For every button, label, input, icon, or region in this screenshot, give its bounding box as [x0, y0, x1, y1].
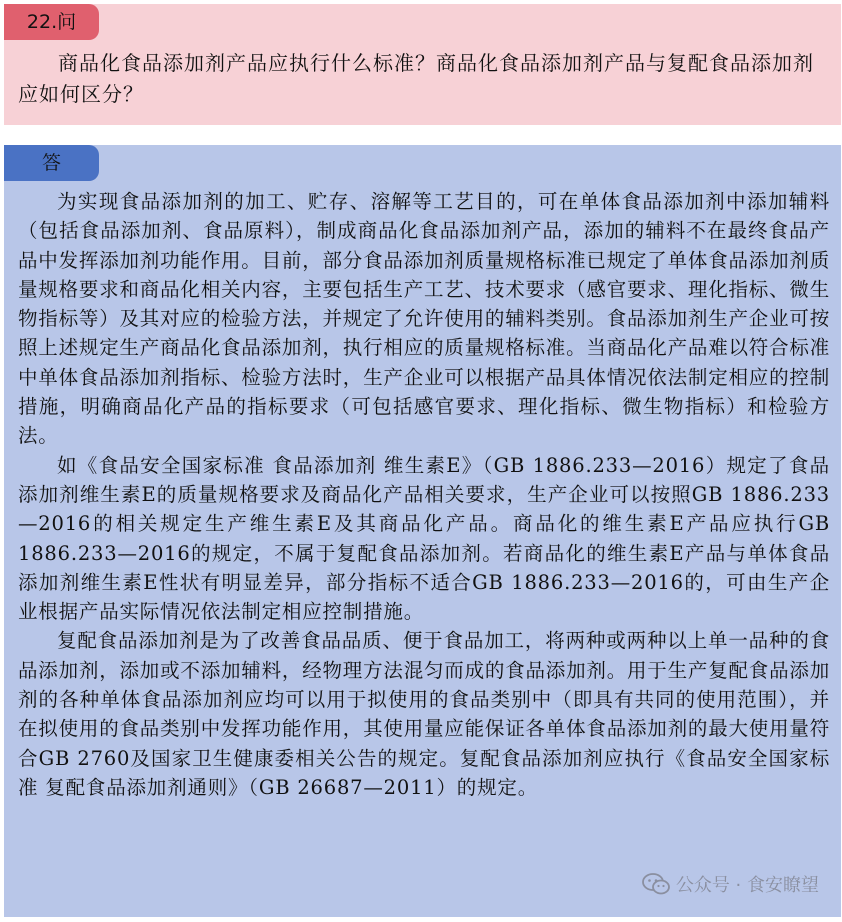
answer-paragraph-1: 为实现食品添加剂的加工、贮存、溶解等工艺目的，可在单体食品添加剂中添加辅料（包括食品添加剂、食品原料），制成商品化食品添加剂产品，添加的辅料不在最终食品产品中发挥添加剂功能作用。目前，部分食品添加剂质量规格标准已规定了单体食品添加剂质量规格要求和商品化相关内容，主要包括生产工艺、技术要求（感官要求、理化指标、微生物指标等）及其对应的检验方法，并规定了允许使用的辅料类别。食品添加剂生产企业可按照上述规定生产商品化食品添加剂，执行相应的质量规格标准。当商品化产品难以符合标准中单体食品添加剂指标、检验方法时，生产企业可以根据产品具体情况依法制定相应的控制措施，明确商品化产品的指标要求（可包括感官要求、理化指标、微生物指标）和检验方法。 — [18, 190, 831, 448]
watermark-text: 公众号 · 食安瞭望 — [675, 875, 819, 896]
question-card — [4, 4, 841, 125]
watermark — [642, 871, 819, 897]
question-badge: 22.问 — [4, 4, 99, 40]
question-text: 商品化食品添加剂产品应执行什么标准？商品化食品添加剂产品与复配食品添加剂应如何区分？ — [18, 51, 814, 106]
answer-paragraph-2: 如《食品安全国家标准 食品添加剂 维生素E》（GB 1886.233—2016）规定了食品添加剂维生素E的质量规格要求及商品化产品相关要求，生产企业可以按照GB 1886.233—2016的相关规定生产维生素E及其商品化产品。商品化的维生素E产品应执行GB 1886.233—2016的规定，不属于复配食品添加剂。若商品化的维生素E产品与单体食品添加剂维生素E性状有明显差异，部分指标不适合GB 1886.233—2016的，可由生产企业根据产品实际情况依法制定相应控制措施。 — [18, 453, 830, 624]
answer-paragraph-3: 复配食品添加剂是为了改善食品品质、便于食品加工，将两种或两种以上单一品种的食品添加剂，添加或不添加辅料，经物理方法混匀而成的食品添加剂。用于生产复配食品添加剂的各种单体食品添加剂应均可以用于拟使用的食品类别中（即具有共同的使用范围），并在拟使用的食品类别中发挥功能作用，其使用量应能保证各单体食品添加剂的最大使用量符合GB 2760及国家卫生健康委相关公告的规定。复配食品添加剂应执行《食品安全国家标准 复配食品添加剂通则》（GB 26687—2011）的规定。 — [18, 629, 831, 799]
answer-card — [4, 145, 841, 917]
wechat-icon — [642, 872, 670, 896]
answer-badge: 答 — [4, 145, 99, 181]
answer-body — [18, 187, 830, 802]
